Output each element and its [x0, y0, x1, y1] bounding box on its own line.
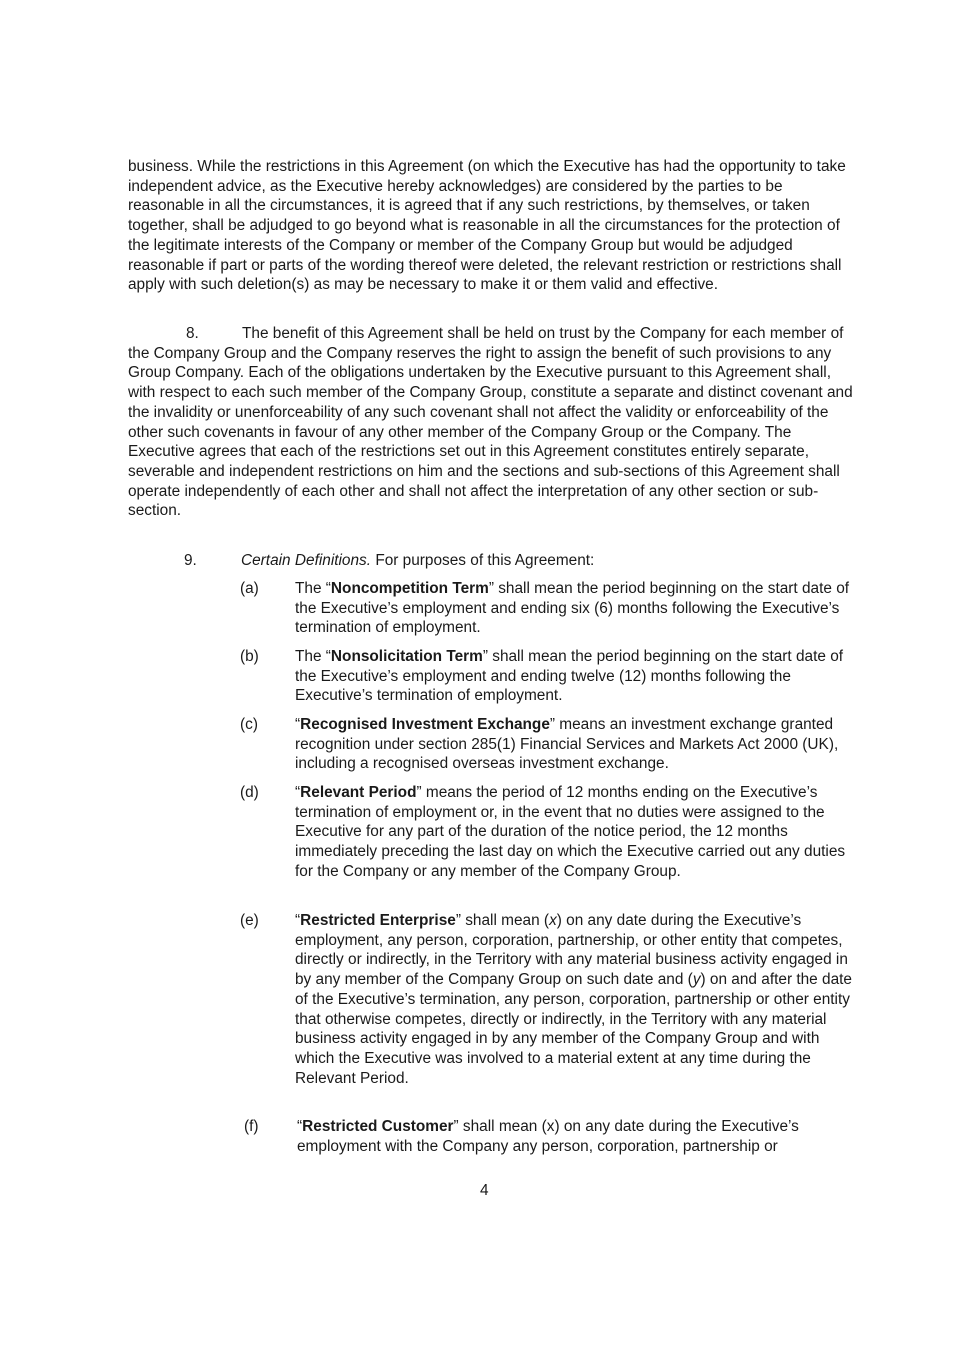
definition-e-body	[295, 911, 861, 1088]
definition-b-term: Nonsolicitation Term	[330, 648, 483, 665]
section-9-title: Certain Definitions.	[241, 552, 372, 569]
paragraph-continued: business. While the restrictions in this Agreement (on which the Executive has had the opportunity to take independent advice, as the Executive hereby acknowledges) are considered by the parties to be reasonable in all the circumstances, it is agreed that if any such restrictions, by themselves, or taken together, shall be adjudged to go beyond what is reasonable in all the circumstances for the protection of the legitimate interests of the Company or member of the Company Group but would be adjudged reasonable if part or parts of the wording thereof were deleted, the relevant restriction or restrictions shall apply with such deletion(s) as may be necessary to make it or them valid and effective.	[128, 158, 846, 294]
definition-c-pre: “	[295, 716, 301, 733]
definition-c	[240, 715, 866, 774]
definition-f-pre: “	[297, 1118, 303, 1135]
definition-d	[240, 783, 866, 882]
definition-e-pre: “	[295, 912, 301, 929]
section-9-intro: For purposes of this Agreement:	[375, 552, 595, 569]
definition-e-term: Restricted Enterprise	[300, 912, 456, 929]
definition-a-pre: The “	[295, 580, 331, 597]
section-8-text: The benefit of this Agreement shall be held on trust by the Company for each member of the Company Group and the Company reserves the right to assign the benefit of such provisions to any Group Company. Each of the obligations undertaken by the Executive pursuant to this Agreement shall, with respect to each such member of the Company Group, constitute a separate and distinct covenant and the invalidity or unenforceability of any such covenant shall not affect the validity or enforceability of the other such covenants in favour of any other member of the Company Group or the Company. The Executive agrees that each of the restrictions set out in this Agreement constitutes entirely separate, severable and independent restrictions on him and the sections and sub-sections of this Agreement shall operate independently of each other and shall not affect the interpretation of any other section or sub-section.	[128, 325, 853, 520]
section-9-heading	[184, 551, 864, 571]
definition-f-text: ” shall mean (x) on any date during the Executive’s employment with the Company any person, corporation, partnership or	[297, 1118, 799, 1155]
page-number: 4	[480, 1182, 489, 1199]
definition-d-term: Relevant Period	[300, 784, 417, 801]
definition-b	[240, 647, 866, 706]
definition-a-label: (a)	[240, 580, 259, 597]
definition-f	[244, 1117, 870, 1156]
definition-e-y: y	[692, 971, 701, 989]
definition-d-pre: “	[295, 784, 301, 801]
definition-a	[240, 579, 866, 638]
definition-b-pre: The “	[295, 648, 331, 665]
definition-e-text-3: ) on and after the date of the Executive’s termination, any person, corporation, partnership or other entity that otherwise competes, directly or indirectly, in the Territory with any material business activity engaged in by any member of the Company Group and with which the Executive was involved to a material extent at any time during the Relevant Period.	[295, 971, 852, 1087]
definition-a-text: ” shall mean the period beginning on the start date of the Executive’s employment and ending six (6) months following the Executive’s termination of employment.	[295, 580, 850, 637]
definition-f-label: (f)	[244, 1118, 259, 1135]
definition-b-text: ” shall mean the period beginning on the start date of the Executive’s employment and ending twelve (12) months following the Executive’s termination of employment.	[295, 648, 844, 705]
definition-b-body	[295, 647, 861, 706]
definition-e-text-2: ) on any date during the Executive’s employment, any person, corporation, partnership, or other entity that competes, directly or indirectly, in the Territory with any material business activity engaged in by any member of the Company Group on such date and (	[295, 912, 848, 989]
definition-d-body	[295, 783, 861, 882]
definition-e-label: (e)	[240, 912, 259, 929]
definition-e-text-1: ” shall mean (	[455, 912, 550, 929]
definition-c-label: (c)	[240, 716, 258, 733]
definition-c-text: ” means an investment exchange granted recognition under section 285(1) Financial Services and Markets Act 2000 (UK), including a recognised overseas investment exchange.	[295, 716, 839, 773]
definition-a-body	[295, 579, 861, 638]
definition-e-x: x	[549, 912, 557, 929]
definition-c-term: Recognised Investment Exchange	[300, 716, 550, 733]
section-8	[128, 324, 854, 521]
definition-d-label: (d)	[240, 784, 259, 801]
definition-f-body	[297, 1117, 863, 1156]
definition-d-text: ” means the period of 12 months ending on the Executive’s termination of employment or, in the event that no duties were assigned to the Executive for any part of the duration of the notice period, the 12 months immediately preceding the last day on which the Executive carried out any duties for the Company or any member of the Company Group.	[295, 784, 846, 880]
definition-b-label: (b)	[240, 648, 259, 665]
section-8-number: 8.	[186, 325, 199, 342]
definition-e	[240, 911, 866, 1088]
definition-f-term: Restricted Customer	[302, 1118, 454, 1135]
definition-a-term: Noncompetition Term	[330, 580, 489, 597]
section-9-number: 9.	[184, 552, 197, 569]
definition-c-body	[295, 715, 861, 774]
